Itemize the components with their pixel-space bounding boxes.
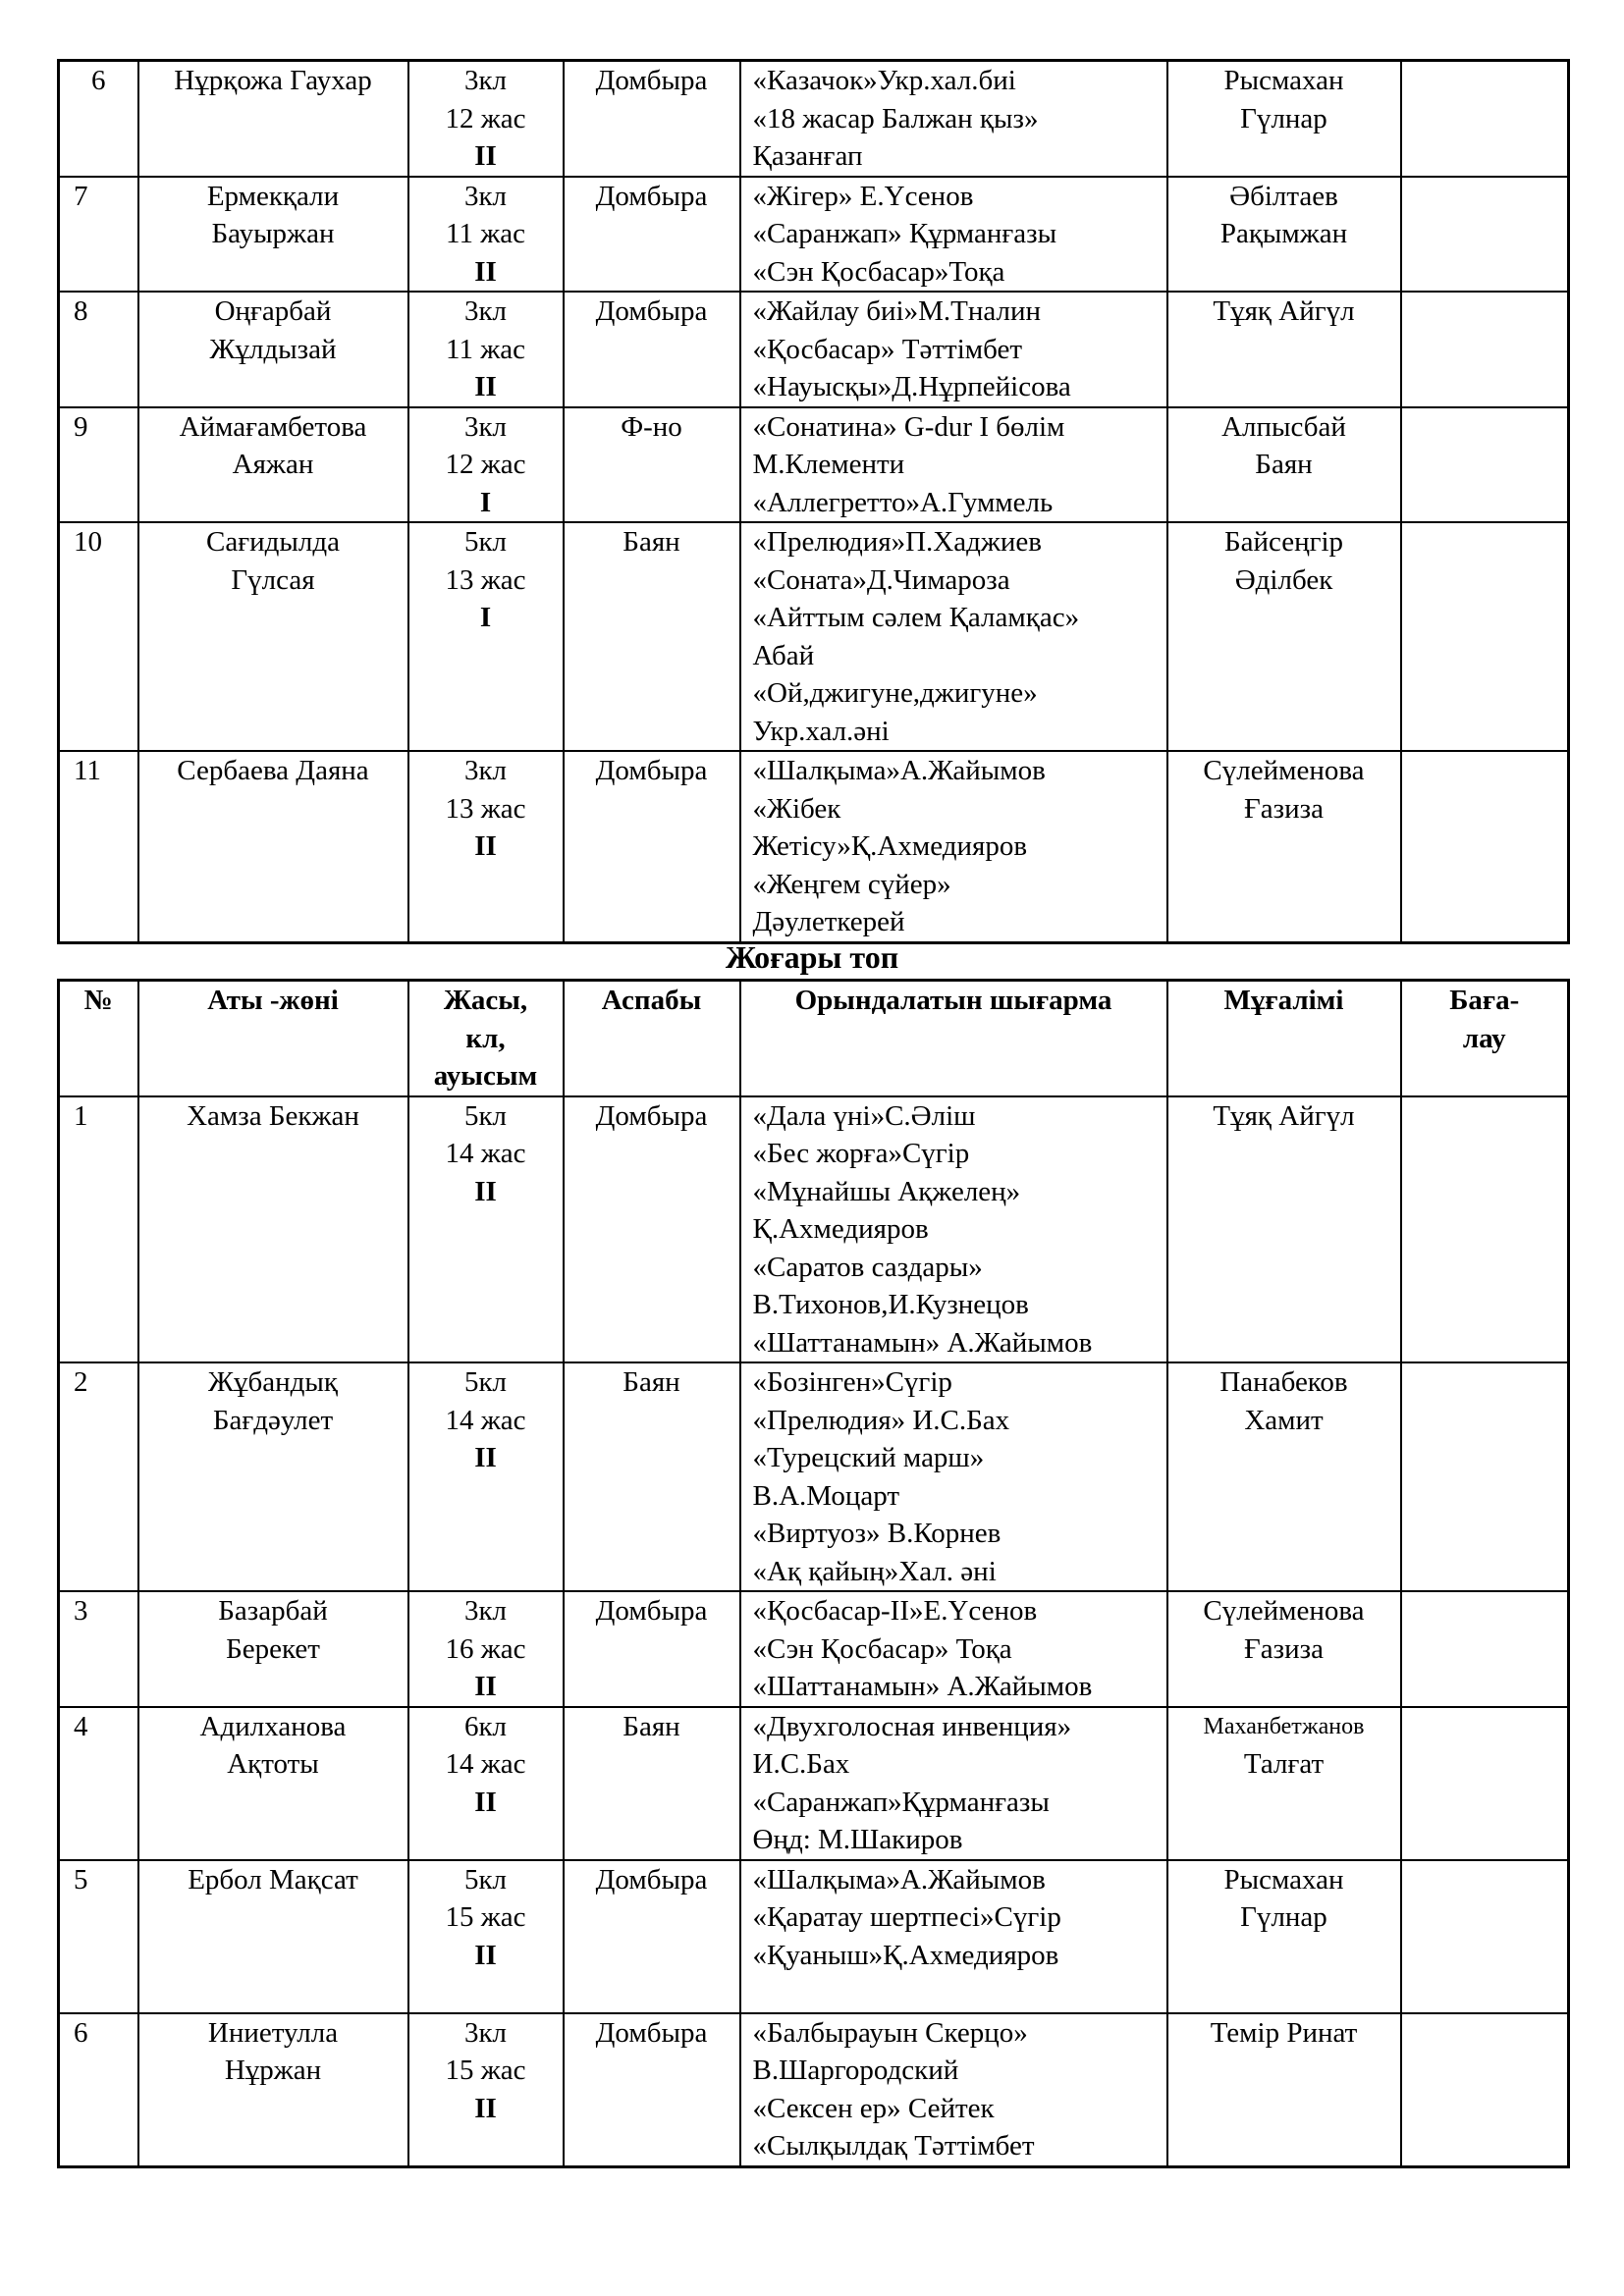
table-row xyxy=(59,1362,1569,1591)
repertoire-line: И.С.Бах xyxy=(752,1748,850,1780)
instrument: Домбыра xyxy=(564,1096,740,1363)
age-line: 5кл xyxy=(463,1366,508,1398)
repertoire xyxy=(740,1591,1167,1707)
table-row xyxy=(59,1860,1569,2013)
repertoire xyxy=(740,2013,1167,2167)
table-row xyxy=(59,1707,1569,1860)
row-number: 9 xyxy=(59,407,138,523)
header-works: Орындалатын шығарма xyxy=(740,981,1167,1096)
name-line: Нұржан xyxy=(224,2055,322,2086)
row-number: 7 xyxy=(59,177,138,293)
teacher-line: Сүлейменова xyxy=(1203,755,1365,786)
age-line: 5кл xyxy=(463,1099,508,1132)
instrument: Домбыра xyxy=(564,1591,740,1707)
name-line: Аймағамбетова xyxy=(179,410,367,443)
repertoire-line: Абай xyxy=(752,639,815,671)
repertoire-line: В.Шаргородский xyxy=(752,2055,959,2086)
row-number: 6 xyxy=(59,61,138,177)
repertoire-line: «Саранжап»Құрманғазы xyxy=(752,1786,1050,1818)
teacher-name xyxy=(1167,1362,1401,1591)
class-age-shift xyxy=(408,1860,564,2013)
name-line: Сербаева Даяна xyxy=(177,755,369,786)
shift-label: II xyxy=(474,255,497,288)
age-line: 3кл xyxy=(463,1595,508,1627)
age-line: 12 жас xyxy=(445,102,526,134)
shift-label: II xyxy=(474,830,497,862)
table-row xyxy=(59,61,1569,177)
teacher-name xyxy=(1167,1096,1401,1363)
repertoire-line: «Қосбасар» Тәттімбет xyxy=(752,333,1023,365)
header-grade xyxy=(1401,981,1569,1096)
repertoire-line: Укр.хал.әні xyxy=(752,715,890,747)
repertoire xyxy=(740,1860,1167,2013)
teacher-line: Ғазиза xyxy=(1244,1632,1324,1665)
row-number: 5 xyxy=(59,1860,138,2013)
repertoire-line: «Шалқыма»А.Жайымов xyxy=(752,755,1046,786)
class-age-shift xyxy=(408,1362,564,1591)
repertoire-line: «Саратов саздары» xyxy=(752,1251,983,1283)
age-line: 15 жас xyxy=(445,1901,526,1933)
name-line: Ербол Мақсат xyxy=(188,1863,358,1896)
row-number: 11 xyxy=(59,751,138,942)
teacher-line: Тұяқ Айгүл xyxy=(1213,295,1355,327)
table-row xyxy=(59,177,1569,293)
age-line: 3кл xyxy=(463,65,508,96)
age-line: 13 жас xyxy=(445,792,526,825)
participant-name xyxy=(138,61,408,177)
age-line: 3кл xyxy=(463,295,508,327)
age-line: 3кл xyxy=(463,180,508,212)
age-line: 3кл xyxy=(463,410,508,443)
teacher-name xyxy=(1167,751,1401,942)
repertoire xyxy=(740,61,1167,177)
repertoire-line: «Қуаныш»Қ.Ахмедияров xyxy=(752,1939,1059,1971)
name-line: Базарбай xyxy=(218,1595,328,1627)
name-line: Ермекқали xyxy=(206,180,340,212)
header-name: Аты -жөні xyxy=(138,981,408,1096)
grade-cell xyxy=(1401,61,1569,177)
name-line: Гүлсая xyxy=(231,563,315,596)
age-line: 5кл xyxy=(463,526,508,558)
grade-cell xyxy=(1401,1707,1569,1860)
table-1-body xyxy=(59,61,1569,943)
repertoire-line: «Аллегретто»А.Гуммель xyxy=(752,486,1054,518)
age-line: 15 жас xyxy=(445,2055,526,2086)
grade-cell xyxy=(1401,1096,1569,1363)
class-age-shift xyxy=(408,1707,564,1860)
repertoire-line: «Ақ қайың»Хал. әні xyxy=(752,1555,997,1587)
table-row xyxy=(59,522,1569,751)
teacher-line: Ғазиза xyxy=(1244,792,1324,825)
repertoire-line: «Балбырауын Скерцо» xyxy=(752,2016,1028,2049)
participant-name xyxy=(138,1591,408,1707)
repertoire-line: «Жігер» Е.Үсенов xyxy=(752,180,974,212)
name-line: Нұрқожа Гаухар xyxy=(174,65,372,96)
repertoire xyxy=(740,407,1167,523)
teacher-line: Талғат xyxy=(1243,1748,1325,1780)
repertoire-line: «Бес жорға»Сүгір xyxy=(752,1138,970,1169)
repertoire-line: Қазанғап xyxy=(752,140,863,172)
name-line: Бағдәулет xyxy=(212,1404,334,1436)
name-line: Оңғарбай xyxy=(214,295,332,327)
class-age-shift xyxy=(408,1591,564,1707)
age-line: 14 жас xyxy=(445,1138,526,1169)
repertoire xyxy=(740,751,1167,942)
repertoire-line: «Сылқылдақ Тәттімбет xyxy=(752,2130,1035,2162)
class-age-shift xyxy=(408,292,564,407)
instrument: Домбыра xyxy=(564,2013,740,2167)
repertoire xyxy=(740,522,1167,751)
repertoire-line: «Жібек xyxy=(752,792,841,825)
name-line: Сағидылда xyxy=(206,526,340,558)
participant-name xyxy=(138,177,408,293)
participant-name xyxy=(138,751,408,942)
teacher-line: Сүлейменова xyxy=(1203,1595,1365,1627)
repertoire-line: «Казачок»Укр.хал.биі xyxy=(752,65,1016,96)
grade-cell xyxy=(1401,1860,1569,2013)
shift-label: II xyxy=(474,140,497,172)
repertoire-line: «Қаратау шертпесі»Сүгір xyxy=(752,1901,1061,1933)
repertoire-line: «Мұнайшы Ақжелең» xyxy=(752,1175,1021,1207)
participant-name xyxy=(138,292,408,407)
participant-name xyxy=(138,1362,408,1591)
repertoire-line: «Саранжап» Құрманғазы xyxy=(752,218,1057,249)
repertoire-line: «Жайлау биі»М.Тналин xyxy=(752,295,1042,327)
repertoire-line: М.Клементи xyxy=(752,449,905,480)
teacher-line: Әділбек xyxy=(1234,563,1333,596)
repertoire-line: «Шалқыма»А.Жайымов xyxy=(752,1863,1046,1896)
name-line: Жұлдызай xyxy=(209,333,337,365)
header-age-line: ауысым xyxy=(433,1060,538,1092)
age-line: 14 жас xyxy=(445,1748,526,1780)
grade-cell xyxy=(1401,751,1569,942)
age-line: 3кл xyxy=(463,755,508,786)
repertoire-line: В.А.Моцарт xyxy=(752,1479,900,1512)
shift-label: II xyxy=(474,1671,497,1702)
class-age-shift xyxy=(408,407,564,523)
name-line: Аяжан xyxy=(232,449,314,480)
row-number: 1 xyxy=(59,1096,138,1363)
grade-cell xyxy=(1401,522,1569,751)
shift-label: II xyxy=(474,371,497,402)
teacher-line: Алпысбай xyxy=(1221,410,1346,443)
participant-name xyxy=(138,1707,408,1860)
instrument: Ф-но xyxy=(564,407,740,523)
repertoire-line: «Шаттанамын» А.Жайымов xyxy=(752,1326,1093,1359)
teacher-name xyxy=(1167,1860,1401,2013)
instrument: Баян xyxy=(564,1707,740,1860)
repertoire-line xyxy=(753,1974,1166,2012)
teacher-line: Хамит xyxy=(1244,1404,1324,1436)
repertoire xyxy=(740,292,1167,407)
repertoire-line: «Прелюдия» И.С.Бах xyxy=(752,1404,1010,1436)
row-number: 10 xyxy=(59,522,138,751)
instrument: Домбыра xyxy=(564,292,740,407)
class-age-shift xyxy=(408,522,564,751)
class-age-shift xyxy=(408,2013,564,2167)
repertoire-line: «Двухголосная инвенция» xyxy=(752,1710,1072,1742)
name-line: Ақтоты xyxy=(227,1748,319,1780)
repertoire-line: Жетісу»Қ.Ахмедияров xyxy=(752,830,1028,862)
row-number: 3 xyxy=(59,1591,138,1707)
repertoire-line: «Қосбасар-II»Е.Үсенов xyxy=(752,1595,1038,1627)
teacher-name xyxy=(1167,1707,1401,1860)
grade-cell xyxy=(1401,2013,1569,2167)
teacher-line: Рақымжан xyxy=(1219,218,1348,249)
repertoire-line: В.Тихонов,И.Кузнецов xyxy=(752,1289,1029,1320)
header-num: № xyxy=(59,981,138,1096)
repertoire-line: «Дала үні»С.Әліш xyxy=(752,1099,976,1132)
table-row xyxy=(59,407,1569,523)
teacher-line: Тұяқ Айгүл xyxy=(1213,1099,1355,1132)
grade-cell xyxy=(1401,1362,1569,1591)
header-age xyxy=(408,981,564,1096)
age-line: 5кл xyxy=(463,1863,508,1896)
table-row xyxy=(59,751,1569,942)
teacher-line: Темір Ринат xyxy=(1210,2016,1358,2049)
repertoire-line: «Сэн Қосбасар»Тоқа xyxy=(752,255,1005,288)
instrument: Баян xyxy=(564,522,740,751)
age-line: 14 жас xyxy=(445,1404,526,1436)
row-number: 4 xyxy=(59,1707,138,1860)
section-title: Жоғары топ xyxy=(725,939,899,975)
participant-name xyxy=(138,1860,408,2013)
instrument: Домбыра xyxy=(564,61,740,177)
header-teacher: Мұғалімі xyxy=(1167,981,1401,1096)
repertoire-line: «Сексен ер» Сейтек xyxy=(752,2092,995,2124)
table-row xyxy=(59,1591,1569,1707)
row-number: 6 xyxy=(59,2013,138,2167)
participant-name xyxy=(138,2013,408,2167)
header-instrument: Аспабы xyxy=(564,981,740,1096)
repertoire xyxy=(740,1707,1167,1860)
repertoire-line: «Науысқы»Д.Нұрпейісова xyxy=(752,371,1071,402)
table-row xyxy=(59,292,1569,407)
repertoire xyxy=(740,1096,1167,1363)
repertoire-line: «18 жасар Балжан қыз» xyxy=(752,102,1039,134)
age-line: 6кл xyxy=(463,1710,508,1742)
name-line: Адилханова xyxy=(199,1710,347,1742)
shift-label: II xyxy=(474,1175,497,1207)
teacher-line: Рысмахан xyxy=(1223,65,1344,96)
class-age-shift xyxy=(408,177,564,293)
table-row xyxy=(59,2013,1569,2167)
teacher-name xyxy=(1167,407,1401,523)
repertoire-line: «Виртуоз» В.Корнев xyxy=(752,1518,1001,1549)
teacher-name xyxy=(1167,2013,1401,2167)
participants-table-1 xyxy=(57,59,1570,944)
teacher-line: Баян xyxy=(1255,449,1313,480)
teacher-line: Әбілтаев xyxy=(1229,180,1338,212)
participant-name xyxy=(138,1096,408,1363)
shift-label: I xyxy=(479,602,492,633)
name-line: Бауыржан xyxy=(211,218,335,249)
teacher-name xyxy=(1167,292,1401,407)
repertoire-line: «Соната»Д.Чимароза xyxy=(752,563,1010,596)
header-grade-line: Бағa- xyxy=(1449,985,1520,1016)
repertoire-line: «Ой,джигуне,джигуне» xyxy=(752,677,1038,709)
age-line: 13 жас xyxy=(445,563,526,596)
repertoire-line: Қ.Ахмедияров xyxy=(752,1213,929,1245)
repertoire-line: «Прелюдия»П.Хаджиев xyxy=(752,526,1042,558)
teacher-line: Гүлнар xyxy=(1240,1901,1327,1933)
header-grade-line: лау xyxy=(1462,1022,1506,1054)
instrument: Баян xyxy=(564,1362,740,1591)
grade-cell xyxy=(1401,407,1569,523)
age-line: 16 жас xyxy=(445,1632,526,1665)
name-line: Иниетулла xyxy=(207,2016,339,2049)
shift-label: II xyxy=(474,2092,497,2124)
header-row xyxy=(59,981,1569,1096)
grade-cell xyxy=(1401,292,1569,407)
instrument: Домбыра xyxy=(564,751,740,942)
teacher-name xyxy=(1167,1591,1401,1707)
repertoire-line: Өңд: М.Шакиров xyxy=(752,1824,963,1855)
shift-label: II xyxy=(474,1442,497,1473)
grade-cell xyxy=(1401,177,1569,293)
shift-label: I xyxy=(479,486,492,518)
table-2-body xyxy=(59,1096,1569,2167)
shift-label: II xyxy=(474,1939,497,1971)
repertoire-line: «Турецский марш» xyxy=(752,1442,985,1473)
header-age-line: Жасы, xyxy=(443,985,528,1016)
teacher-name xyxy=(1167,61,1401,177)
row-number: 2 xyxy=(59,1362,138,1591)
teacher-line: Байсеңгір xyxy=(1223,526,1344,558)
repertoire xyxy=(740,1362,1167,1591)
age-line: 3кл xyxy=(463,2016,508,2049)
grade-cell xyxy=(1401,1591,1569,1707)
class-age-shift xyxy=(408,61,564,177)
teacher-line: Рысмахан xyxy=(1223,1863,1344,1896)
teacher-name xyxy=(1167,522,1401,751)
name-line: Жұбандық xyxy=(208,1366,338,1398)
repertoire-line: Дәулеткерей xyxy=(752,906,905,937)
repertoire-line: «Айттым сәлем Қаламқас» xyxy=(752,602,1080,633)
repertoire-line: «Сонатина» G-dur I бөлім xyxy=(752,410,1065,443)
repertoire-line: «Шаттанамын» А.Жайымов xyxy=(752,1671,1093,1702)
teacher-line: Панабеков xyxy=(1219,1366,1348,1398)
participant-name xyxy=(138,522,408,751)
participants-table-2 xyxy=(57,979,1570,2168)
header-age-line: кл, xyxy=(465,1022,506,1054)
teacher-line: Маханбетжанов xyxy=(1203,1713,1365,1739)
repertoire-line: «Бозінген»Сүгір xyxy=(752,1366,952,1398)
shift-label: II xyxy=(474,1786,497,1818)
instrument: Домбыра xyxy=(564,1860,740,2013)
class-age-shift xyxy=(408,1096,564,1363)
teacher-name xyxy=(1167,177,1401,293)
table-row xyxy=(59,1096,1569,1363)
repertoire-line: «Сэн Қосбасар» Тоқа xyxy=(752,1632,1012,1665)
participant-name xyxy=(138,407,408,523)
repertoire-line: «Жеңгем сүйер» xyxy=(752,868,951,900)
class-age-shift xyxy=(408,751,564,942)
age-line: 11 жас xyxy=(446,218,525,249)
instrument: Домбыра xyxy=(564,177,740,293)
repertoire xyxy=(740,177,1167,293)
row-number: 8 xyxy=(59,292,138,407)
name-line: Берекет xyxy=(226,1632,320,1665)
name-line: Хамза Бекжан xyxy=(187,1099,359,1132)
age-line: 11 жас xyxy=(446,333,525,365)
teacher-line: Гүлнар xyxy=(1240,102,1327,134)
age-line: 12 жас xyxy=(445,449,526,480)
